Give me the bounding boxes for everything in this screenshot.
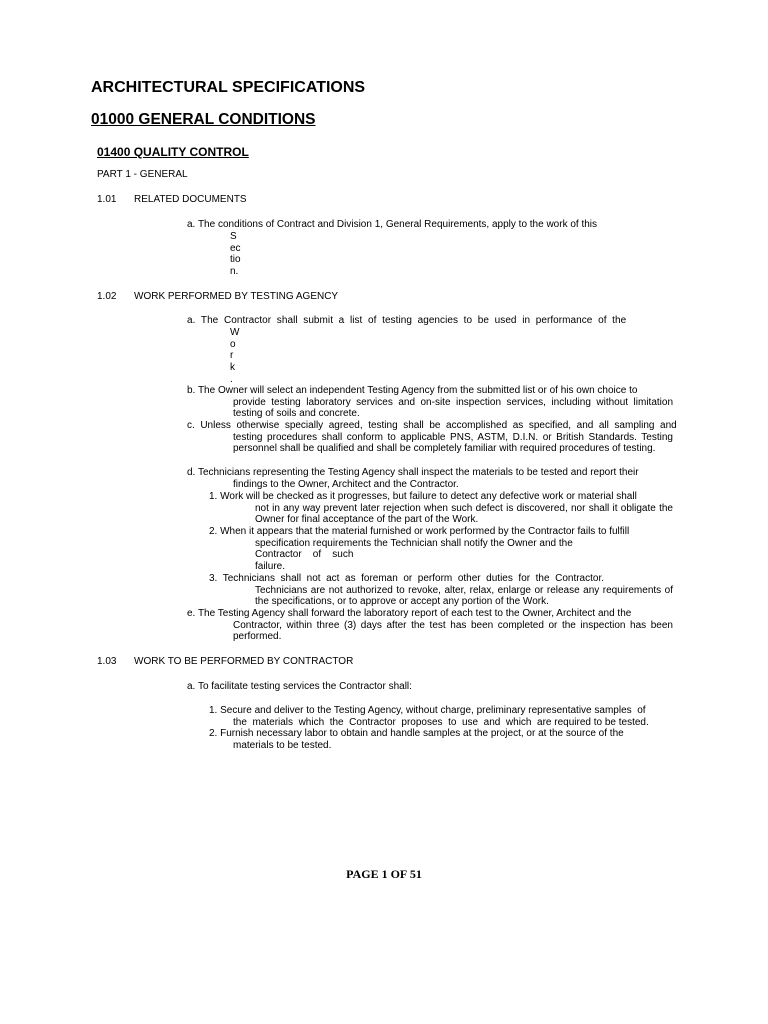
clause-first-line: e. The Testing Agency shall forward the laboratory report of each test to the Owner, Architect and the: [187, 608, 632, 619]
clause-title: RELATED DOCUMENTS: [134, 194, 247, 205]
sub-item-2: [209, 728, 673, 751]
sub-item-first-line: 1. Work will be checked as it progresses, but failure to detect any defective work or material shall: [209, 491, 637, 502]
sub-item-first-line: 2. When it appears that the material furnished or work performed by the Contractor fails to fulfill: [209, 526, 630, 537]
sub-item-continuation: the materials which the Contractor proposes to use and which are required to be tested.: [233, 716, 649, 728]
sub-item-first-line: 1. Secure and deliver to the Testing Agency, without charge, preliminary representative samples of: [209, 705, 646, 716]
clause-continuation: provide testing laboratory services and on-site inspection services, including without limitation testing of soils and concrete.: [233, 396, 673, 419]
clause-number: 1.03: [97, 656, 117, 667]
clause-title: WORK TO BE PERFORMED BY CONTRACTOR: [134, 656, 354, 667]
clause-c: [187, 420, 677, 455]
sub-item-1: [209, 705, 673, 728]
sub-item-continuation: materials to be tested.: [233, 739, 332, 751]
page-footer: PAGE 1 OF 51: [346, 867, 422, 881]
wrapped-fragment: S: [230, 231, 237, 242]
sub-item-continuation: Technicians are not authorized to revoke, alter, relax, enlarge or release any requirements of the specifications, or to approve or accept any portion of the Work.: [255, 584, 673, 607]
wrapped-fragment: n.: [230, 266, 239, 278]
wrapped-fragment: .: [230, 373, 233, 385]
clause-title: WORK PERFORMED BY TESTING AGENCY: [134, 291, 339, 302]
division-heading: 01000 GENERAL CONDITIONS: [91, 111, 316, 128]
clause-d: [187, 467, 673, 490]
sub-item-first-line: 3. Technicians shall not act as foreman or perform other duties for the Contractor.: [209, 573, 605, 584]
sub-item-1: [209, 491, 673, 526]
sub-item-continuation: Contractor of such: [255, 549, 354, 560]
sub-item-3: [209, 573, 673, 608]
wrapped-fragment: tio: [230, 254, 241, 266]
sub-item-2: [209, 526, 673, 572]
document-title: ARCHITECTURAL SPECIFICATIONS: [91, 79, 366, 96]
clause-e: [187, 608, 673, 643]
wrapped-fragment: k: [230, 362, 235, 374]
sub-item-continuation: specification requirements the Technician shall notify the Owner and the: [255, 537, 573, 549]
wrapped-fragment: ec: [230, 242, 241, 254]
wrapped-word: [230, 327, 239, 386]
sub-item-continuation: failure.: [255, 560, 286, 572]
wrapped-fragment: o: [230, 338, 236, 350]
clause-first-line: b. The Owner will select an independent Testing Agency from the submitted list or of his own choice to: [187, 385, 638, 396]
clause-b: [187, 385, 673, 420]
wrapped-fragment: r: [230, 350, 234, 362]
clause-continuation: testing procedures shall conform to applicable PNS, ASTM, D.I.N. or British Standards. Testing personnel shall be qualified and shall be completely familiar with required procedures of testing.: [233, 431, 673, 454]
clause-continuation: Contractor, within three (3) days after the test has been completed or the inspection has been performed.: [233, 619, 673, 642]
part-heading: PART 1 - GENERAL: [97, 169, 188, 180]
clause-text: a. The conditions of Contract and Division 1, General Requirements, apply to the work of this: [187, 219, 598, 230]
clause-text: a. The Contractor shall submit a list of testing agencies to be used in performance of the: [187, 315, 627, 326]
sub-item-continuation: not in any way prevent later rejection when such defect is discovered, nor shall it obligate the Owner for final acceptance of the part of the Work.: [255, 502, 673, 525]
sub-item-first-line: 2. Furnish necessary labor to obtain and handle samples at the project, or at the source of the: [209, 728, 624, 739]
clause-number: 1.02: [97, 291, 117, 302]
clause-text: a. To facilitate testing services the Contractor shall:: [187, 681, 412, 692]
clause-number: 1.01: [97, 194, 117, 205]
clause-first-line: c. Unless otherwise specially agreed, testing shall be accomplished as specified, and all sampling and: [187, 420, 677, 431]
section-heading: 01400 QUALITY CONTROL: [97, 145, 249, 159]
wrapped-fragment: W: [230, 327, 240, 338]
clause-first-line: d. Technicians representing the Testing Agency shall inspect the materials to be tested and report their: [187, 467, 639, 478]
clause-continuation: findings to the Owner, Architect and the Contractor.: [233, 478, 459, 490]
wrapped-word: [230, 231, 241, 278]
